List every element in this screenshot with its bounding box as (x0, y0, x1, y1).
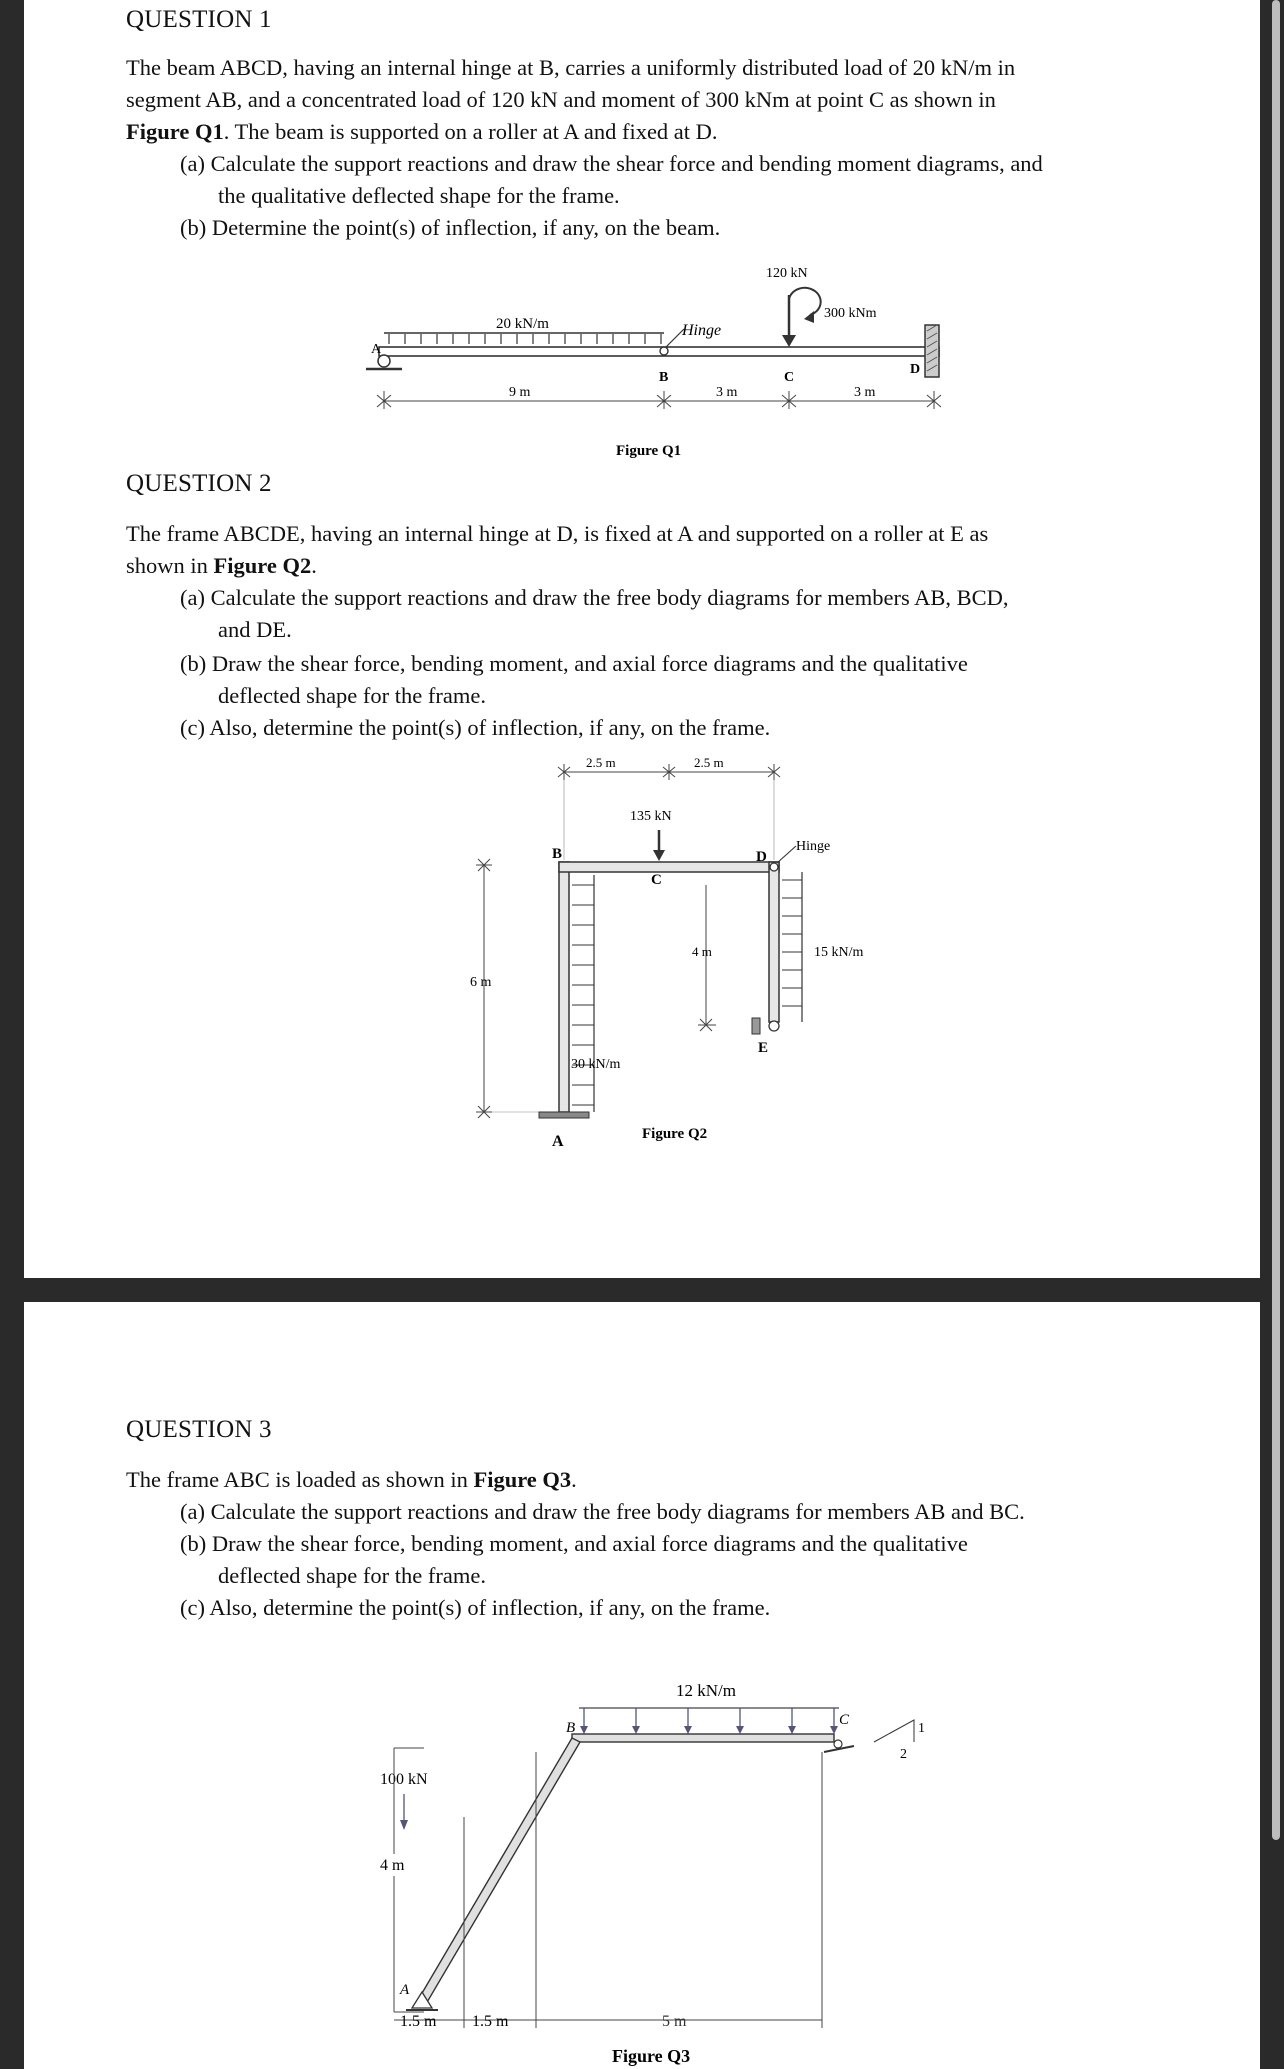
figure-q2-caption: Figure Q2 (642, 1126, 708, 1142)
label-a: A (400, 1982, 410, 1998)
roller-ground-e (752, 1018, 760, 1034)
q1-line-3: Figure Q1. The beam is supported on a roller at A and fixed at D. (126, 119, 718, 144)
label-e: E (758, 1040, 769, 1056)
document-page-1 (24, 0, 1260, 1278)
hinge-d (770, 863, 778, 871)
moment-arc (789, 288, 821, 315)
question-2-heading: QUESTION 2 (126, 470, 272, 497)
label-c: C (784, 370, 795, 385)
question-3-item-c: (c) Also, determine the point(s) of inflection, if any, on the frame. (180, 1595, 771, 1620)
figure-q3-height-dim (364, 1742, 424, 2022)
dim-cd: 3 m (854, 385, 876, 400)
q2-figure-ref: Figure Q2 (213, 553, 312, 578)
hinge-b (660, 347, 668, 355)
document-page-2 (24, 1302, 1260, 2069)
point-load-arrowhead (782, 335, 796, 347)
hinge-label: Hinge (796, 839, 831, 854)
udl-arrowheads (580, 1726, 838, 1734)
label-c: C (651, 872, 662, 888)
hinge-pointer (777, 846, 796, 863)
mid-dimension-tick (698, 1019, 716, 1031)
dim-2: 1.5 m (472, 2013, 509, 2030)
left-load-arrows (572, 885, 594, 1105)
q1-line-1: The beam ABCD, having an internal hinge at B, carries a uniformly distributed load of 20 kN/m in (126, 55, 1016, 80)
question-1-item-a: (a) Calculate the support reactions and draw the shear force and bending moment diagrams, and the qualitative deflected shape for the frame. (180, 151, 1043, 208)
dim-mid: 4 m (692, 944, 712, 959)
q1-figure-ref: Figure Q1 (126, 119, 224, 144)
question-1-text (126, 52, 1206, 148)
udl-label: 12 kN/m (676, 1681, 736, 1700)
scrollbar[interactable] (1272, 0, 1280, 1840)
slope-triangle (874, 1720, 914, 1742)
dim-ab: 9 m (509, 385, 531, 400)
member-bc (572, 1734, 834, 1742)
roller-support-e (769, 1021, 779, 1031)
figure-q1 (344, 255, 964, 465)
member-bcd (559, 862, 779, 872)
dim-height: 4 m (380, 1857, 405, 1874)
question-3-heading: QUESTION 3 (126, 1416, 272, 1443)
question-3-text: The frame ABC is loaded as shown in Figure Q3. (126, 1467, 577, 1492)
label-a: A (552, 1133, 564, 1150)
right-load-arrows (782, 880, 802, 1006)
label-d: D (910, 362, 921, 377)
udl-label: 20 kN/m (496, 316, 549, 332)
member-ab (559, 862, 569, 1112)
question-1-item-b: (b) Determine the point(s) of inflection, if any, on the beam. (180, 215, 721, 240)
member-de (769, 862, 779, 1022)
beam (379, 347, 939, 356)
label-a: A (371, 342, 382, 357)
question-2-item-b: (b) Draw the shear force, bending moment, and axial force diagrams and the qualitative deflected shape for the frame. (180, 651, 968, 708)
slope-1: 1 (918, 1721, 925, 1736)
question-3-item-b: (b) Draw the shear force, bending moment, and axial force diagrams and the qualitative deflected shape for the frame. (180, 1531, 968, 1588)
load-left-label: 30 kN/m (571, 1057, 621, 1072)
member-ab (418, 1738, 580, 2004)
dim-bc: 3 m (716, 385, 738, 400)
question-2-item-c: (c) Also, determine the point(s) of inflection, if any, on the frame. (180, 715, 771, 740)
label-c: C (839, 1712, 850, 1728)
dim-top-right: 2.5 m (694, 755, 724, 770)
load-right-label: 15 kN/m (814, 945, 864, 960)
dim-top-left: 2.5 m (586, 755, 616, 770)
hinge-label: Hinge (682, 322, 722, 339)
question-1-heading: QUESTION 1 (126, 6, 272, 33)
moment-arrowhead (804, 311, 814, 323)
q3-figure-ref: Figure Q3 (473, 1467, 572, 1492)
figure-q1-caption: Figure Q1 (616, 443, 682, 459)
udl-arrows (389, 334, 661, 344)
dim-left: 6 m (470, 975, 492, 990)
roller-support-c (834, 1740, 842, 1748)
dim-3: 5 m (662, 2013, 687, 2030)
point-load-label: 135 kN (630, 809, 672, 824)
point-load-label: 100 kN (380, 1771, 428, 1788)
figure-q2 (444, 750, 864, 1170)
label-b: B (659, 370, 669, 385)
q1-line-2: segment AB, and a concentrated load of 120 kN and moment of 300 kNm at point C as shown in (126, 87, 996, 112)
figure-q3-caption: Figure Q3 (612, 2046, 691, 2066)
fixed-support-d (925, 325, 939, 377)
question-2-text: The frame ABCDE, having an internal hinge at D, is fixed at A and supported on a roller at E as shown in Figure Q2. (126, 521, 989, 578)
figure-q3 (354, 1672, 974, 2067)
label-b: B (552, 846, 563, 862)
question-3-item-a: (a) Calculate the support reactions and draw the free body diagrams for members AB and BC. (180, 1499, 1025, 1524)
label-b: B (566, 1720, 576, 1736)
point-load-arrowhead (653, 850, 665, 861)
dim-1: 1.5 m (400, 2013, 437, 2030)
moment-label: 300 kNm (824, 306, 877, 321)
question-2-item-a: (a) Calculate the support reactions and draw the free body diagrams for members AB, BCD, and DE. (180, 585, 1009, 642)
udl-arrows (584, 1708, 834, 1730)
label-d: D (756, 849, 767, 865)
slope-2: 2 (900, 1747, 907, 1762)
fixed-support-a (539, 1112, 589, 1118)
point-load-label: 120 kN (766, 266, 808, 281)
